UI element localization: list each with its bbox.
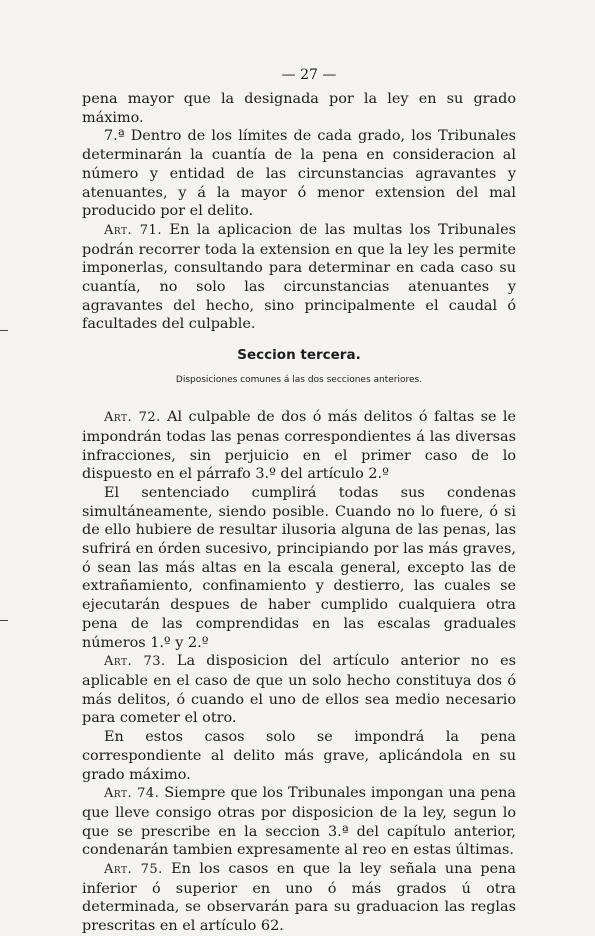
paragraph-continuation: pena mayor que la designada por la ley en su grado máximo. <box>82 91 516 126</box>
article-text: Al culpable de dos ó más delitos ó faltas se le impondrán todas las penas correspondientes á las diversas infracciones, sin perjuicio en el primer caso de lo dispuesto en el párrafo 3.º del artículo 2.º <box>82 409 516 483</box>
article-text: En los casos en que la ley señala una pena inferior ó superior en uno ó más grados ú otra determinada, se observarán para su graduacion las reglas prescritas en el artículo 62. <box>82 861 516 935</box>
article-text: La disposicion del artículo anterior no es aplicable en el caso de que un solo hecho constituya dos ó más delitos, ó cuando el uno de ellos sea medio necesario para cometer el otro. <box>82 653 516 727</box>
article-text: En la aplicacion de las multas los Tribunales podrán recorrer toda la extension en que la ley les permite imponerlas, consultando para determinar en cada caso su cuantía, no solo las circunstancias atenuantes y agravantes del hecho, sino principalmente el caudal ó facultades del culpable. <box>82 221 516 333</box>
margin-mark <box>0 620 8 621</box>
article-label: Art. 71. <box>104 222 162 238</box>
article-74 <box>82 784 516 860</box>
section-title: Seccion tercera. <box>237 347 361 364</box>
section-subtitle: Disposiciones comunes á las dos secciones anteriores. <box>175 375 423 386</box>
article-73-paragraph-2: En estos casos solo se impondrá la pena correspondiente al delito más grave, aplicándola en su grado máximo. <box>82 729 516 783</box>
margin-mark <box>0 330 8 331</box>
article-label: Art. 73. <box>104 654 166 670</box>
article-72-paragraph-2: El sentenciado cumplirá todas sus condenas simultáneamente, siendo posible. Cuando no lo fuere, ó si de ello hubiere de resultar ilusoria alguna de las penas, las sufrirá en órden sucesivo, principiando por las más graves, ó sean las más altas en la escala general, excepto las de extrañamiento, confinamiento y destierro, las cuales se ejecutarán despues de haber cumplido cualquiera otra pena de las comprendidas en las escalas graduales números 1.º y 2.º <box>82 484 516 651</box>
article-label: Art. 72. <box>104 410 161 426</box>
document-page <box>82 66 516 936</box>
article-label: Art. 74. <box>104 786 160 802</box>
paragraph-rule-7: 7.ª Dentro de los límites de cada grado, los Tribunales determinarán la cuantía de la pena en consideracion al número y entidad de las circunstancias agravantes y atenuantes, y á la mayor ó menor extension del mal producido por el delito. <box>82 128 516 220</box>
article-75 <box>82 860 516 936</box>
page-number: — 27 — <box>281 67 337 83</box>
article-text: Siempre que los Tribunales impongan una pena que lleve consigo otras por disposicion de la ley, segun lo que se prescribe en la seccion 3.ª del capítulo anterior, condenarán tambien expresamente al reo en estas últimas. <box>82 785 516 859</box>
article-71 <box>82 221 516 334</box>
article-73 <box>82 652 516 728</box>
article-72 <box>82 408 516 484</box>
article-label: Art. 75. <box>104 862 163 878</box>
